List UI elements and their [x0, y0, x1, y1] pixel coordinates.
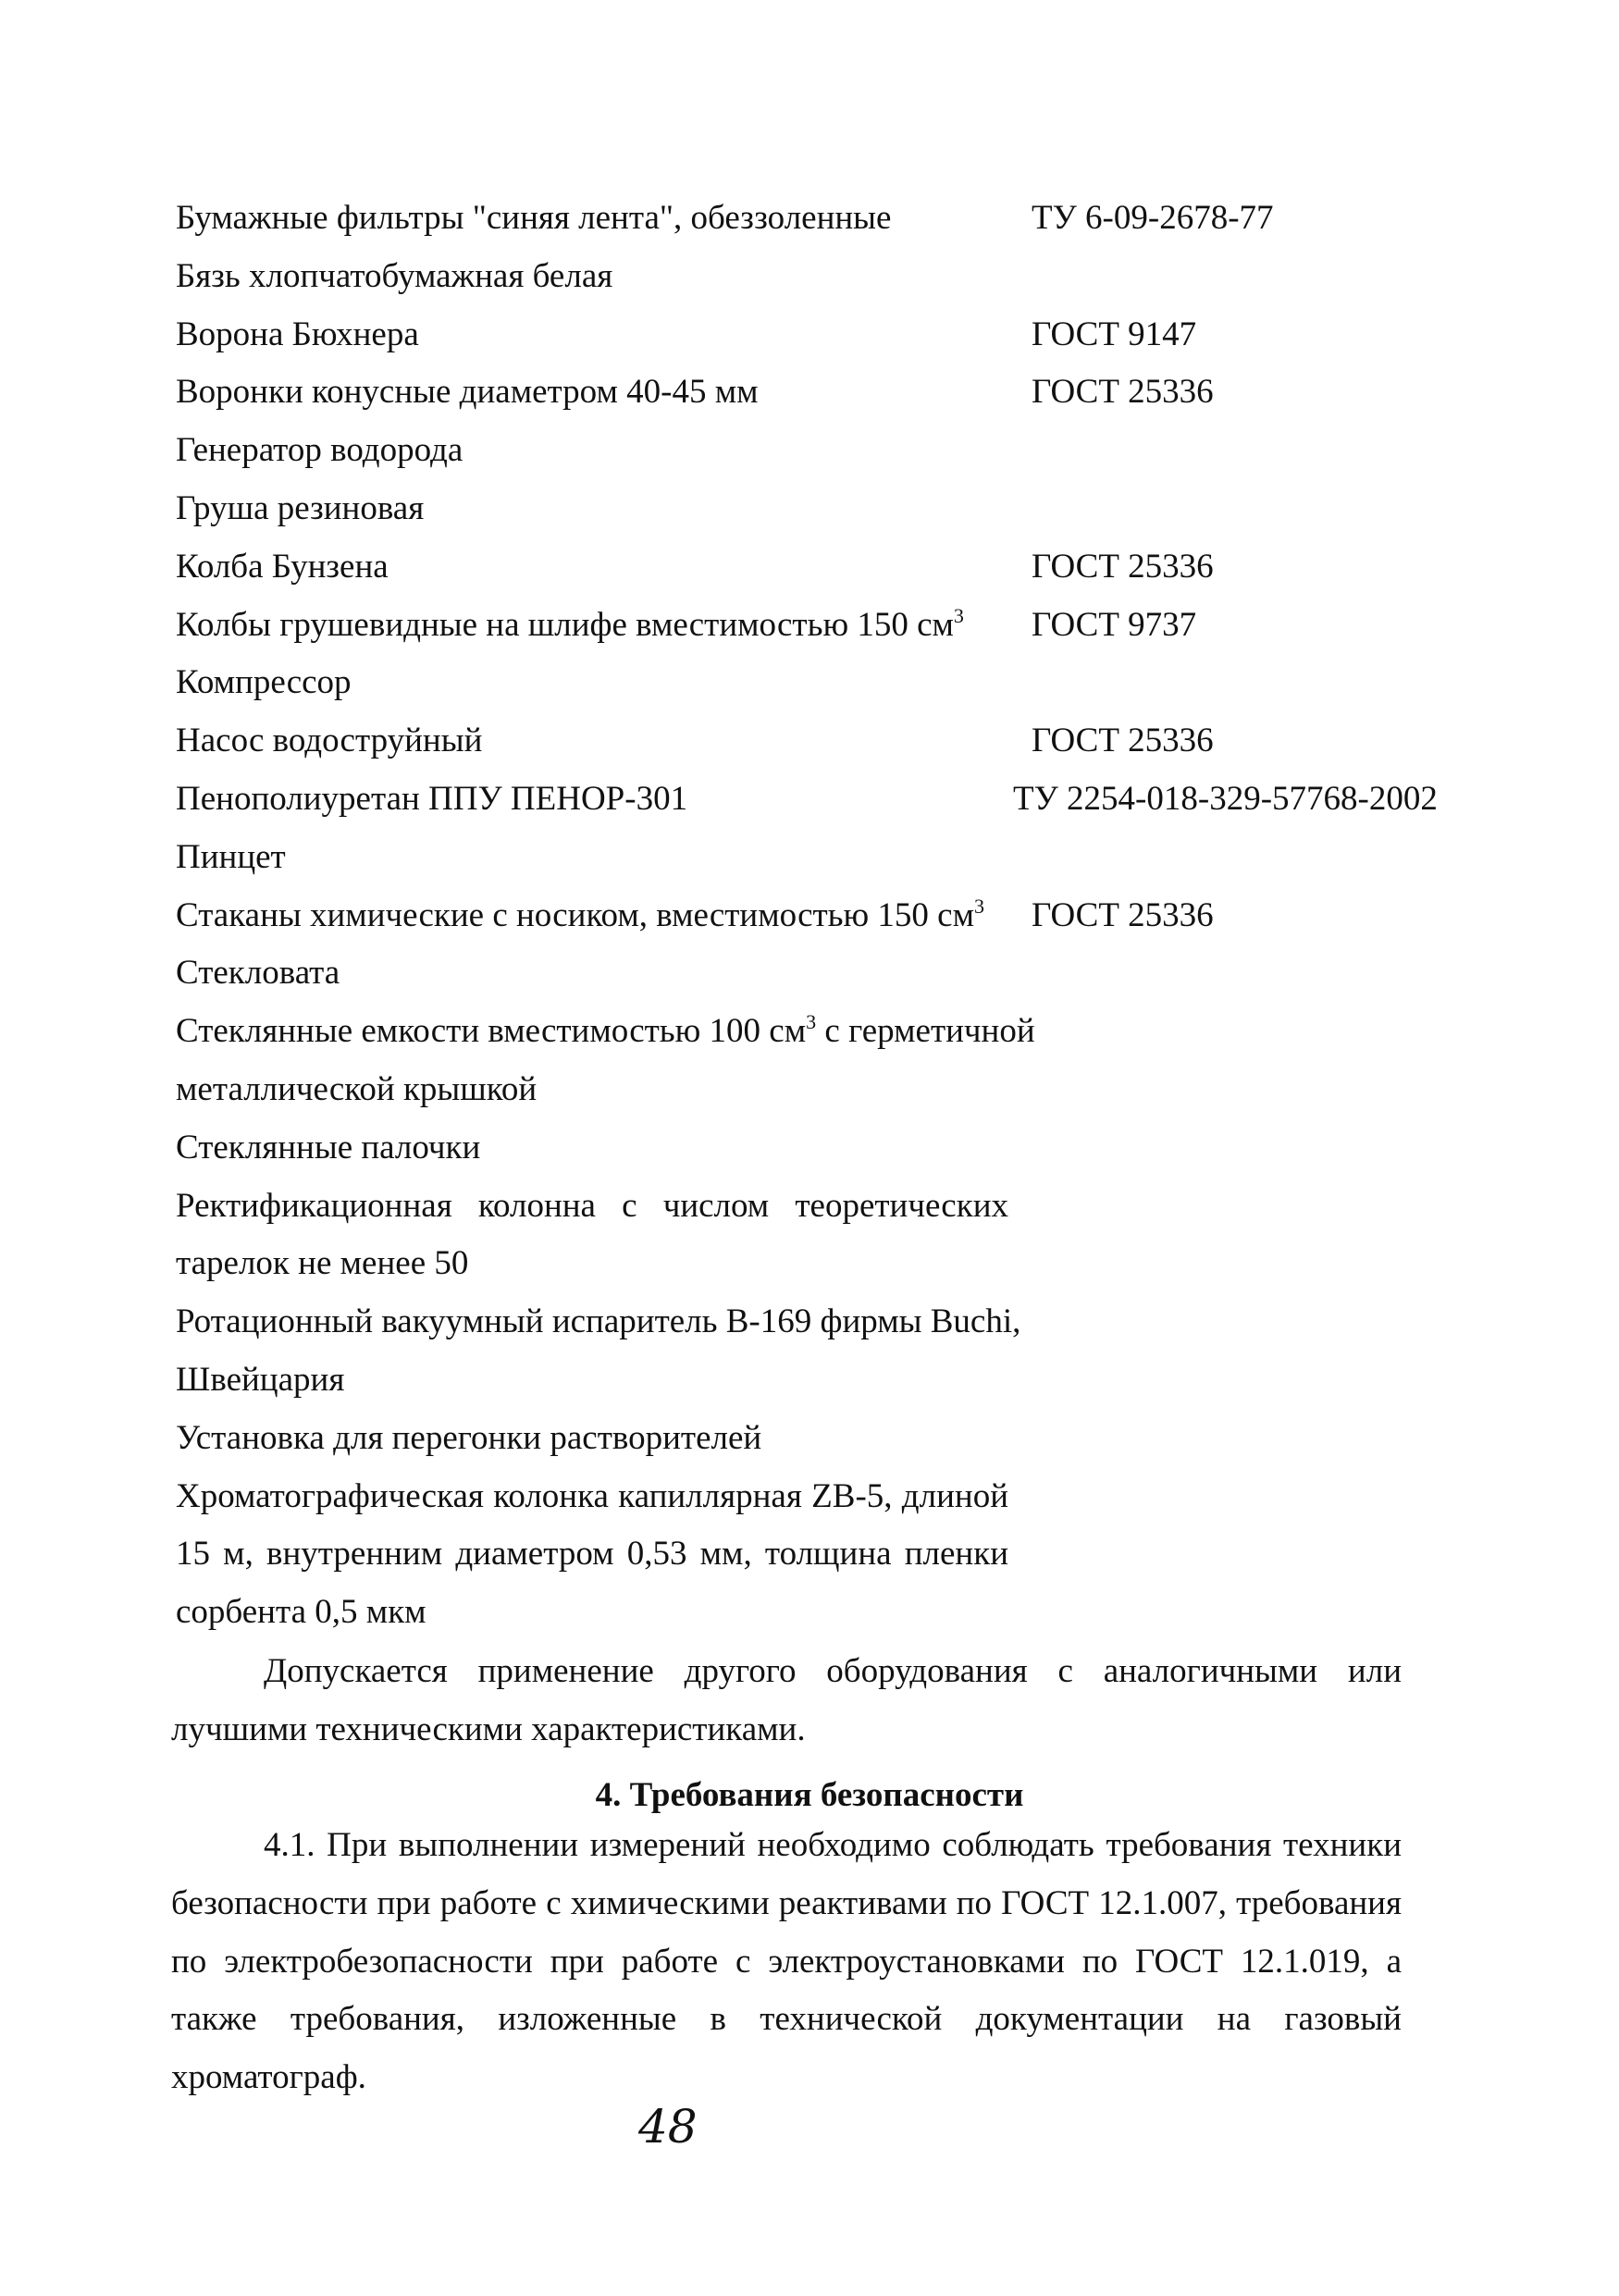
- equipment-row: [176, 1003, 1471, 1061]
- equipment-name: Стеклянные палочки: [176, 1128, 481, 1167]
- equipment-name: Колба Бунзена: [176, 547, 389, 586]
- equipment-name: Колбы грушевидные на шлифе вместимостью 150 см: [176, 605, 954, 644]
- equipment-name: Швейцария: [176, 1360, 345, 1399]
- equipment-row: [176, 1525, 1471, 1584]
- equipment-name-continued: с герметичной: [816, 1012, 1035, 1051]
- equipment-row: [176, 1468, 1471, 1526]
- equipment-name: Воронки конусные диаметром 40-45 мм: [176, 373, 759, 412]
- equipment-row: [176, 248, 1471, 306]
- equipment-row: [176, 1410, 1471, 1468]
- note-text: Допускается применение другого оборудования с аналогичными или лучшими техническими характеристиками.: [171, 1652, 1402, 1748]
- equipment-name: тарелок не менее 50: [176, 1244, 469, 1283]
- equipment-row: [176, 480, 1471, 538]
- equipment-name: Пенополиуретан ППУ ПЕНОР-301: [176, 779, 688, 818]
- equipment-row: [176, 422, 1471, 480]
- equipment-name: Генератор водорода: [176, 431, 463, 470]
- unit-superscript: 3: [974, 894, 985, 918]
- equipment-name: Ректификационная колонна с числом теоретических: [176, 1186, 1008, 1225]
- unit-superscript: 3: [806, 1010, 817, 1034]
- equipment-name-group: [176, 1003, 1035, 1061]
- equipment-name: сорбента 0,5 мкм: [176, 1593, 426, 1632]
- equipment-row: [176, 1293, 1471, 1352]
- equipment-row: [176, 771, 1471, 829]
- page-number: 48: [638, 2100, 698, 2154]
- equipment-name: Хроматографическая колонка капиллярная ZB-5, длиной: [176, 1476, 1008, 1515]
- equipment-name: Ворона Бюхнера: [176, 315, 419, 353]
- equipment-name: Компрессор: [176, 663, 352, 702]
- note-paragraph: [171, 1643, 1402, 1759]
- equipment-name: Бумажные фильтры "синяя лента", обеззоленные: [176, 199, 892, 237]
- equipment-row: [176, 190, 1471, 248]
- equipment-name: Установка для перегонки растворителей: [176, 1418, 762, 1457]
- equipment-row: [176, 306, 1471, 364]
- equipment-name: Стекловата: [176, 954, 340, 993]
- equipment-row: [176, 712, 1471, 771]
- equipment-name: Бязь хлопчатобумажная белая: [176, 256, 613, 295]
- equipment-row: [176, 597, 1471, 655]
- equipment-row: [176, 538, 1471, 597]
- equipment-name-group: [176, 887, 984, 945]
- equipment-row: [176, 887, 1471, 945]
- equipment-name: Пинцет: [176, 837, 286, 876]
- equipment-row: [176, 944, 1471, 1003]
- equipment-standard: ГОСТ 25336: [1032, 895, 1214, 934]
- unit-superscript: 3: [953, 603, 964, 627]
- equipment-row: [176, 1061, 1471, 1119]
- equipment-standard: ГОСТ 9147: [1032, 315, 1197, 353]
- equipment-list: [176, 190, 1471, 1642]
- equipment-standard: ГОСТ 25336: [1032, 722, 1214, 760]
- equipment-standard: ТУ 2254-018-329-57768-2002: [1013, 779, 1438, 818]
- equipment-standard: ТУ 6-09-2678-77: [1032, 199, 1274, 237]
- equipment-standard: ГОСТ 25336: [1032, 547, 1214, 586]
- section-title: 4. Требования безопасности: [595, 1776, 1024, 1814]
- equipment-row: [176, 654, 1471, 712]
- equipment-name: 15 м, внутренним диаметром 0,53 мм, толщина пленки: [176, 1535, 1008, 1574]
- equipment-name: Груша резиновая: [176, 488, 425, 527]
- equipment-standard: ГОСТ 25336: [1032, 373, 1214, 412]
- equipment-name: Ротационный вакуумный испаритель В-169 фирмы Buchi,: [176, 1302, 1021, 1341]
- equipment-row: [176, 1178, 1471, 1236]
- equipment-row: [176, 364, 1471, 422]
- section-text: 4.1. При выполнении измерений необходимо соблюдать требования техники безопасности при работе с химическими реактивами по ГОСТ 12.1.007, требования по электробезопасности при работе с электроустановками по ГОСТ 12.1.019, а также требования, изложенные в технической документации на газовый хроматограф.: [171, 1826, 1402, 2097]
- equipment-name-group: [176, 597, 964, 655]
- equipment-standard: ГОСТ 9737: [1032, 605, 1197, 644]
- equipment-row: [176, 1352, 1471, 1410]
- equipment-name: металлической крышкой: [176, 1069, 538, 1108]
- equipment-name: Стаканы химические с носиком, вместимостью 150 см: [176, 895, 975, 934]
- section-paragraph: [171, 1817, 1402, 2107]
- equipment-name: Стеклянные емкости вместимостью 100 см: [176, 1012, 807, 1051]
- equipment-name: Насос водоструйный: [176, 722, 483, 760]
- equipment-row: [176, 829, 1471, 887]
- equipment-row: [176, 1584, 1471, 1642]
- equipment-row: [176, 1119, 1471, 1178]
- equipment-row: [176, 1235, 1471, 1293]
